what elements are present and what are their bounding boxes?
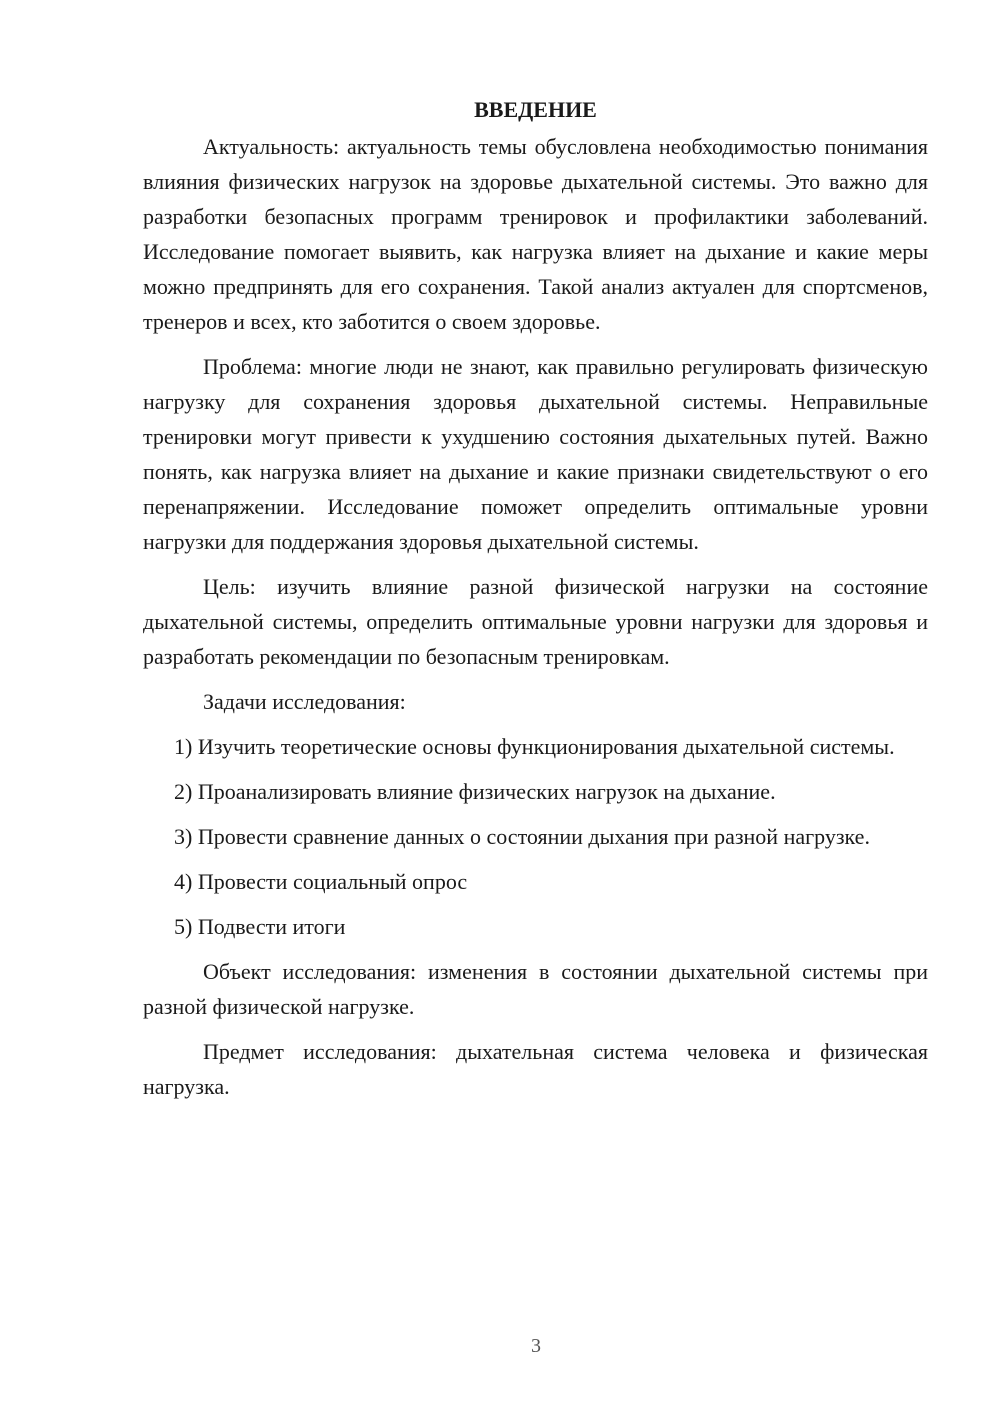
task-item-2: 2) Проанализировать влияние физических нагрузок на дыхание.: [174, 779, 776, 804]
task-item-1: 1) Изучить теоретические основы функционирования дыхательной системы.: [174, 734, 895, 759]
page-body: [143, 95, 928, 1114]
page-number: 3: [531, 1335, 541, 1357]
task-item-5: 5) Подвести итоги: [174, 914, 346, 939]
section-heading: ВВЕДЕНИЕ: [474, 97, 597, 122]
paragraph-relevance: Актуальность: актуальность темы обусловлена необходимостью понимания влияния физических нагрузок на здоровье дыхательной системы. Это важно для разработки безопасных программ тренировок и профилактики заболеваний. Исследование помогает выявить, как нагрузка влияет на дыхание и какие меры можно предпринять для его сохранения. Такой анализ актуален для спортсменов, тренеров и всех, кто заботится о своем здоровье.: [143, 134, 928, 334]
task-item-4: 4) Провести социальный опрос: [174, 869, 468, 894]
paragraph-subject: Предмет исследования: дыхательная система человека и физическая нагрузка.: [143, 1039, 928, 1099]
paragraph-problem: Проблема: многие люди не знают, как правильно регулировать физическую нагрузку для сохранения здоровья дыхательной системы. Неправильные тренировки могут привести к ухудшению состояния дыхательных путей. Важно понять, как нагрузка влияет на дыхание и какие признаки свидетельствуют о его перенапряжении. Исследование поможет определить оптимальные уровни нагрузки для поддержания здоровья дыхательной системы.: [143, 354, 928, 554]
tasks-title: Задачи исследования:: [203, 689, 406, 714]
task-item-3: 3) Провести сравнение данных о состоянии дыхания при разной нагрузке.: [174, 824, 870, 849]
paragraph-object: Объект исследования: изменения в состоянии дыхательной системы при разной физической нагрузке.: [143, 959, 928, 1019]
paragraph-goal: Цель: изучить влияние разной физической нагрузки на состояние дыхательной системы, определить оптимальные уровни нагрузки для здоровья и разработать рекомендации по безопасным тренировкам.: [143, 574, 928, 669]
